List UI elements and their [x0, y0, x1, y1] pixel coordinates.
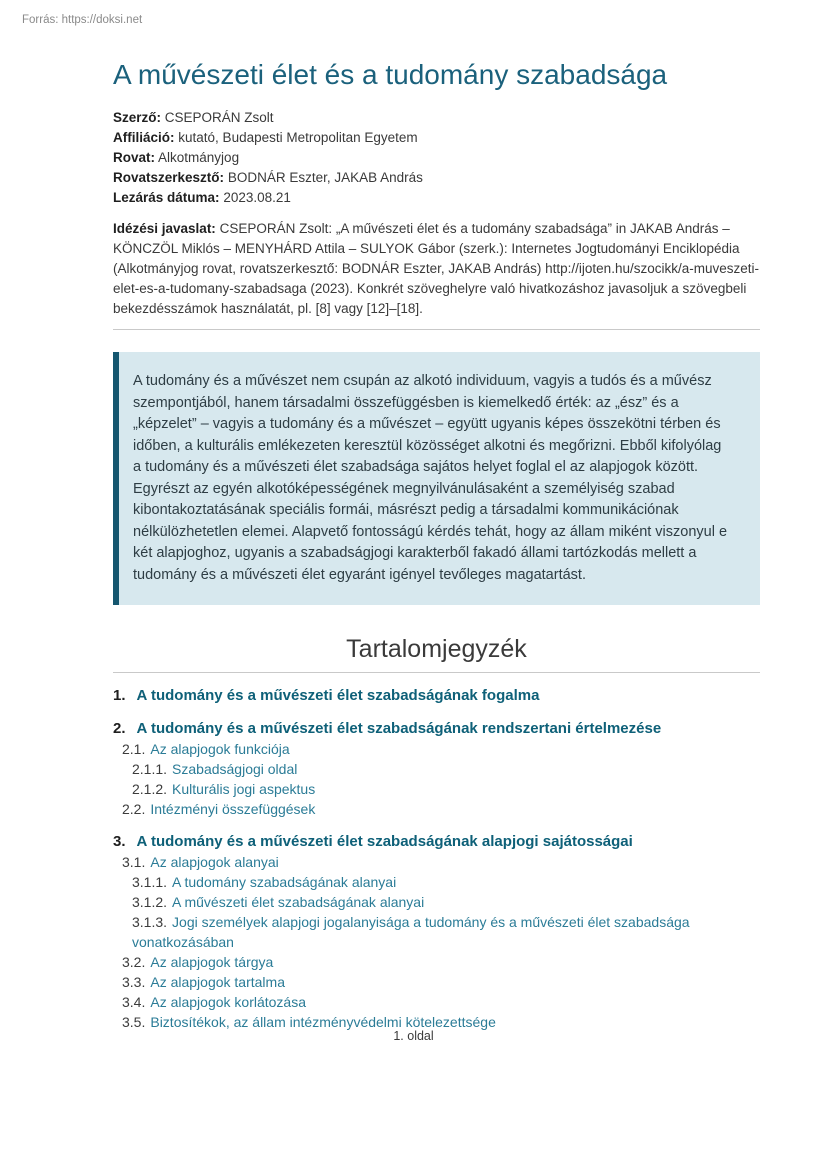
toc-list: [113, 686, 760, 1032]
page-number: 1. oldal: [393, 1029, 434, 1043]
metadata-value: BODNÁR Eszter, JAKAB András: [227, 170, 423, 185]
toc-entry-number: 3.1.: [122, 854, 146, 870]
metadata-value: CSEPORÁN Zsolt: [164, 110, 274, 125]
toc-entry: [113, 832, 760, 852]
metadata-label: Rovatszerkesztő:: [113, 170, 225, 185]
citation-label: Idézési javaslat:: [113, 221, 216, 236]
metadata-list: [113, 108, 760, 208]
toc-entry-link[interactable]: Jogi személyek alapjogi jogalanyisága a tudomány és a művészeti élet szabadsága vonatkozásában: [132, 914, 690, 950]
toc-entry-link[interactable]: Intézményi összefüggések: [150, 801, 316, 817]
metadata-row: [113, 168, 760, 188]
toc-entry-number: 3.1.3.: [132, 914, 168, 930]
toc-entry: [113, 852, 760, 872]
document-content: [113, 0, 760, 1032]
page-title: A művészeti élet és a tudomány szabadsága: [113, 59, 668, 90]
toc-entry: [113, 759, 760, 779]
toc-entry: [113, 799, 760, 819]
toc-entry-number: 2.: [113, 720, 126, 737]
abstract-box: [113, 352, 760, 605]
metadata-label: Lezárás dátuma:: [113, 190, 220, 205]
metadata-row: [113, 148, 760, 168]
toc-entry: [113, 872, 760, 892]
toc-entry-link[interactable]: Az alapjogok tartalma: [150, 974, 285, 990]
toc-entry-link[interactable]: A tudomány és a művészeti élet szabadságának fogalma: [136, 687, 540, 704]
metadata-value: kutató, Budapesti Metropolitan Egyetem: [178, 130, 418, 145]
toc-entry-link[interactable]: A művészeti élet szabadságának alanyai: [172, 894, 425, 910]
metadata-label: Szerző:: [113, 110, 162, 125]
toc-entry: [113, 739, 760, 759]
toc-entry-link[interactable]: Az alapjogok funkciója: [150, 741, 290, 757]
toc-entry-number: 2.2.: [122, 801, 146, 817]
divider: [113, 329, 760, 330]
toc-entry: [113, 686, 760, 706]
toc-entry-number: 3.3.: [122, 974, 146, 990]
toc-entry: [113, 779, 760, 799]
toc-entry: [113, 912, 760, 952]
metadata-value: Alkotmányjog: [158, 150, 240, 165]
toc-entry-link[interactable]: Biztosítékok, az állam intézményvédelmi kötelezettsége: [150, 1014, 496, 1030]
toc-entry-number: 2.1.1.: [132, 761, 168, 777]
toc-entry-link[interactable]: A tudomány és a művészeti élet szabadságának alapjogi sajátosságai: [136, 833, 633, 850]
citation-text: CSEPORÁN Zsolt: „A művészeti élet és a tudomány szabadsága” in JAKAB András – KÖNCZÖL Miklós – MENYHÁRD Attila – SULYOK Gábor (szerk.): Internetes Jogtudományi Enciklopédia (Alkotmányjog rovat, rovatszerkesztő: BODNÁR Eszter, JAKAB András) http://ijoten.hu/szocikk/a-muveszeti-elet-es-a-tudomany-szabadsaga (2023). Konkrét szöveghelyre való hivatkozáshoz javasoljuk a szövegbeli bekezdésszámok használatát, pl. [8] vagy [12]–[18].: [113, 221, 759, 316]
toc-entry-number: 3.4.: [122, 994, 146, 1010]
toc-entry-number: 3.: [113, 833, 126, 850]
toc-entry: [113, 719, 760, 739]
source-note: Forrás: https://doksi.net: [22, 14, 143, 26]
toc-title: Tartalomjegyzék: [346, 635, 527, 663]
metadata-row: [113, 108, 760, 128]
toc-entry-link[interactable]: Kulturális jogi aspektus: [172, 781, 316, 797]
toc-entry-link[interactable]: Az alapjogok korlátozása: [150, 994, 307, 1010]
abstract-text: A tudomány és a művészet nem csupán az alkotó individuum, vagyis a tudós és a művész szempontjából, hanem társadalmi összefüggésben is kiemelkedő érték: az „ész” és a „képzelet” – vagyis a tudomány és a művészet – együtt ugyanis képes összekötni térben és időben, a kulturális emlékezeten keresztül közösséget alkotni és megőrizni. Ebből kifolyólag a tudomány és a művészeti élet szabadsága sajátos helyet foglal el az alapjogok között. Egyrészt az egyén alkotóképességének megnyilvánulásaként a személyiség szabad kibontakoztatásának speciális formái, másrészt pedig a társadalmi kommunikációnak nélkülözhetetlen elemei. Alapvető fontosságú kérdés tehát, hogy az állam miként viszonyul e két alapjoghoz, ugyanis a szabadságjogi karakterből fakadó állami tartózkodás mellett a tudomány és a művészeti élet egyaránt igényel tevőleges magatartást.: [133, 373, 728, 583]
toc-entry: [113, 952, 760, 972]
metadata-row: [113, 188, 760, 208]
toc-entry-number: 3.1.1.: [132, 874, 168, 890]
toc-entry-link[interactable]: Az alapjogok alanyai: [150, 854, 279, 870]
metadata-value: 2023.08.21: [223, 190, 291, 205]
toc-entry-number: 3.1.2.: [132, 894, 168, 910]
toc-entry-number: 3.2.: [122, 954, 146, 970]
toc-entry-number: 1.: [113, 687, 126, 704]
metadata-label: Rovat:: [113, 150, 156, 165]
toc-divider: [113, 672, 760, 673]
toc-entry-link[interactable]: Az alapjogok tárgya: [150, 954, 274, 970]
citation-paragraph: [113, 219, 760, 319]
toc-entry-number: 2.1.: [122, 741, 146, 757]
toc-entry-link[interactable]: A tudomány szabadságának alanyai: [172, 874, 397, 890]
toc-entry: [113, 972, 760, 992]
toc-entry: [113, 892, 760, 912]
toc-entry: [113, 992, 760, 1012]
toc-entry-link[interactable]: A tudomány és a művészeti élet szabadságának rendszertani értelmezése: [136, 720, 662, 737]
toc-entry-number: 3.5.: [122, 1014, 146, 1030]
metadata-label: Affiliáció:: [113, 130, 175, 145]
metadata-row: [113, 128, 760, 148]
toc-entry-link[interactable]: Szabadságjogi oldal: [172, 761, 298, 777]
toc-entry-number: 2.1.2.: [132, 781, 168, 797]
